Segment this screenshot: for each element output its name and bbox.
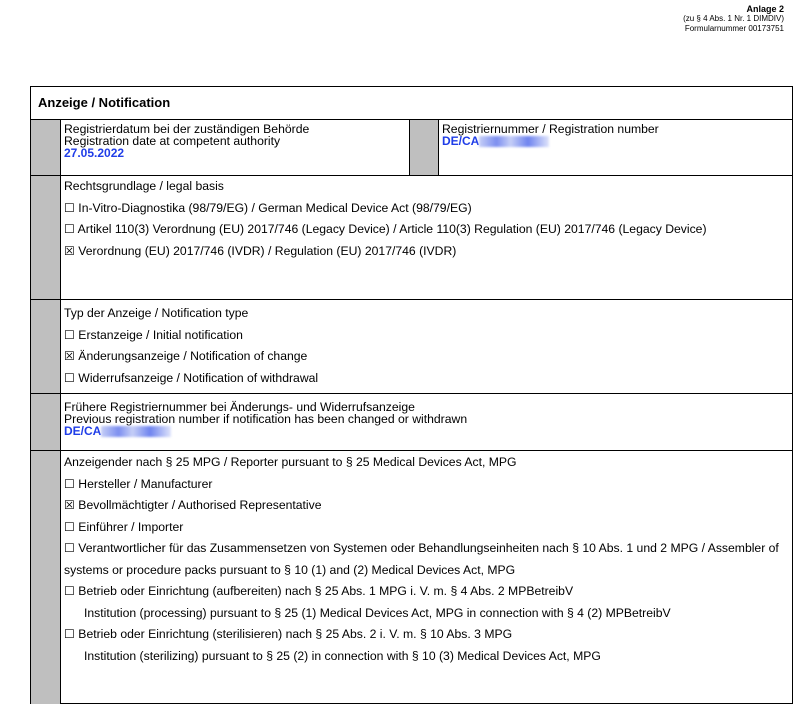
reporter-sterilizing-en: Institution (sterilizing) pursuant to § 25 (2) in connection with § 10 (3) Medical Devices Act, MPG [84, 648, 601, 663]
form-number: Formularnummer 00173751 [684, 24, 784, 33]
reporter-importer[interactable]: ☐ Einführer / Importer [64, 519, 184, 534]
registration-date-label-en: Registration date at competent authority [64, 134, 281, 148]
row-marker [31, 394, 61, 450]
registration-row [31, 120, 792, 176]
previous-registration-row [31, 394, 792, 451]
previous-registration-label-de: Frühere Registriernummer bei Änderungs- und Widerrufsanzeige [64, 400, 415, 414]
notification-type-change[interactable]: ☒ Änderungsanzeige / Notification of change [64, 349, 308, 363]
row-marker [31, 176, 61, 299]
notification-type-withdrawal[interactable]: ☐ Widerrufsanzeige / Notification of withdrawal [64, 370, 319, 385]
notification-type-initial[interactable]: ☐ Erstanzeige / Initial notification [64, 327, 243, 342]
legal-basis-option-ivdr[interactable]: ☒ Verordnung (EU) 2017/746 (IVDR) / Regulation (EU) 2017/746 (IVDR) [64, 243, 457, 258]
annex-title: Anlage 2 [746, 4, 784, 14]
row-marker [31, 120, 61, 175]
reporter-authorised-representative[interactable]: ☒ Bevollmächtigter / Authorised Representative [64, 498, 322, 512]
notification-type-heading: Typ der Anzeige / Notification type [64, 306, 249, 320]
notification-type-row [31, 300, 792, 394]
registration-date-value: 27.05.2022 [64, 146, 125, 160]
reporter-processing[interactable]: ☐ Betrieb oder Einrichtung (aufbereiten) nach § 25 Abs. 1 MPG i. V. m. § 4 Abs. 2 MPBetreibV [64, 584, 574, 598]
form-title: Anzeige / Notification [31, 87, 792, 120]
registration-number-label: Registriernummer / Registration number [442, 122, 659, 136]
reporter-row [31, 451, 792, 704]
registration-number-cell [439, 120, 792, 175]
registration-date-label-de: Registrierdatum bei der zuständigen Behörde [64, 122, 310, 136]
previous-registration-value: DE/CA [64, 424, 102, 438]
legal-basis-row [31, 176, 792, 300]
reporter-sterilizing[interactable]: ☐ Betrieb oder Einrichtung (sterilisieren) nach § 25 Abs. 2 i. V. m. § 10 Abs. 3 MPG [64, 627, 513, 641]
legal-basis-heading: Rechtsgrundlage / legal basis [64, 179, 224, 193]
reporter-heading: Anzeigender nach § 25 MPG / Reporter pursuant to § 25 Medical Devices Act, MPG [64, 455, 517, 469]
legal-basis-option-ivd[interactable]: ☐ In-Vitro-Diagnostika (98/79/EG) / German Medical Device Act (98/79/EG) [64, 200, 472, 215]
row-marker-inner [409, 120, 439, 175]
reporter-assembler[interactable]: ☐ Verantwortlicher für das Zusammensetzen von Systemen oder Behandlungseinheiten nach § 10 Abs. 1 und 2 MPG / Assembler of systems or procedure packs pursuant to § 10 (1) and (2) Medical Devices Act, MPG [64, 541, 779, 577]
previous-registration-label-en: Previous registration number if notification has been changed or withdrawn [64, 412, 468, 426]
legal-basis-option-legacy[interactable]: ☐ Artikel 110(3) Verordnung (EU) 2017/746 (Legacy Device) / Article 110(3) Regulation (EU) 2017/746 (Legacy Device) [64, 222, 707, 236]
legal-basis-cell [61, 176, 792, 262]
registration-number-value: DE/CA [442, 134, 480, 148]
previous-registration-cell [61, 394, 792, 437]
reporter-processing-en: Institution (processing) pursuant to § 25 (1) Medical Devices Act, MPG in connection with § 4 (2) MPBetreibV [84, 605, 671, 620]
row-marker [31, 300, 61, 393]
document-header [683, 4, 784, 34]
reporter-manufacturer[interactable]: ☐ Hersteller / Manufacturer [64, 476, 213, 491]
redacted-previous-number [101, 426, 171, 437]
row-marker [31, 451, 61, 704]
annex-reference: (zu § 4 Abs. 1 Nr. 1 DIMDIV) [683, 14, 784, 23]
notification-type-cell [61, 300, 792, 389]
registration-date-cell [61, 120, 409, 175]
notification-form [30, 86, 793, 704]
reporter-cell [61, 451, 792, 667]
redacted-registration-number [479, 136, 549, 147]
